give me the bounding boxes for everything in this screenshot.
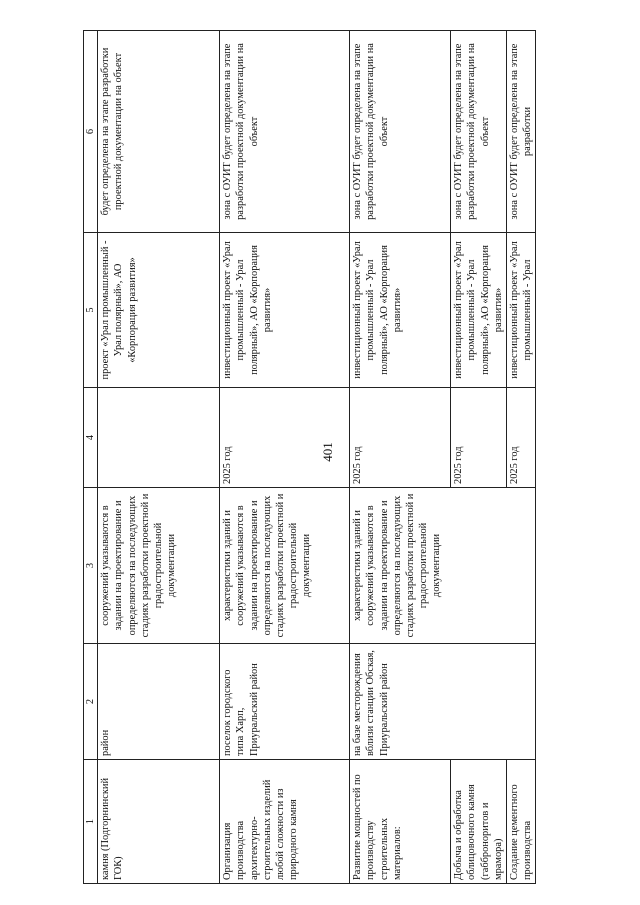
zone-cell: зона с ОУИТ будет определена на этапе разработки проектной документации на объект [220, 31, 350, 233]
table-row [220, 31, 350, 884]
zone-cell: зона с ОУИТ будет определена на этапе разработки [507, 31, 536, 233]
column-number-1: 1 [84, 760, 98, 884]
location-cell: на базе месторождения вблизи станции Обская, Приуральский район [350, 644, 536, 760]
object-name-cell: Развитие мощностей по производству строительных материалов: [350, 760, 451, 884]
zone-cell: будет определена на этапе разработки проектной документации на объект [98, 31, 220, 233]
source-cell: инвестиционный проект «Урал промышленный - Урал [507, 233, 536, 388]
deadline-cell: 2025 год [451, 388, 507, 488]
column-number-4: 4 [84, 388, 98, 488]
object-name-cell: камня (Подгорнинский ГОК) [98, 760, 220, 884]
location-cell: поселок городского типа Харп, Приуральский район [220, 644, 350, 760]
deadline-cell [98, 388, 220, 488]
object-name-cell: Организация производства архитектурно-строительных изделий любой сложности из природного камня [220, 760, 350, 884]
deadline-cell: 2025 год [350, 388, 451, 488]
column-number-6: 6 [84, 31, 98, 233]
source-cell-entry: инвестиционный проект «Урал промышленный - Урал полярный», АО «Корпорация развития» [352, 241, 403, 379]
zone-cell: зона с ОУИТ будет определена на этапе разработки проектной документации на объект [451, 31, 507, 233]
source-cell: проект «Урал промышленный - Урал полярный», АО «Корпорация развития» [98, 233, 220, 388]
source-cell [350, 233, 451, 388]
location-cell: район [98, 644, 220, 760]
source-cell: инвестиционный проект «Урал промышленный - Урал полярный», АО «Корпорация развития» [220, 233, 350, 388]
object-name-cell: Добыча и обработка облицовочного камня (габброноритов и мрамора) [451, 760, 507, 884]
column-number-3: 3 [84, 488, 98, 644]
objects-table [83, 30, 536, 884]
characteristics-cell: сооружений указываются в задании на проектирование и определяются на последующих стадиях разработки проектной и градостроительной документации [98, 488, 220, 644]
zone-cell [350, 31, 451, 233]
deadline-cell: 2025 год [507, 388, 536, 488]
table-row [350, 31, 451, 884]
column-number-2: 2 [84, 644, 98, 760]
page-number: 401 [320, 442, 335, 462]
characteristics-cell: характеристики зданий и сооружений указываются в задании на проектирование и определяются на последующих стадиях разработки проектной и градостроительной документации [220, 488, 350, 644]
zone-cell-entry: зона с ОУИТ будет определена на этапе разработки проектной документации на объект [352, 43, 390, 220]
rotated-page-content [83, 31, 625, 884]
source-cell: инвестиционный проект «Урал промышленный - Урал полярный», АО «Корпорация развития» [451, 233, 507, 388]
characteristics-cell: характеристики зданий и сооружений указываются в задании на проектирование и определяются на последующих стадиях разработки проектной и градостроительной документации [350, 488, 536, 644]
deadline-cell: 2025 год [220, 388, 350, 488]
table-header-row [84, 31, 98, 884]
table-row [98, 31, 220, 884]
object-name-cell: Создание цементного производства [507, 760, 536, 884]
column-number-5: 5 [84, 233, 98, 388]
